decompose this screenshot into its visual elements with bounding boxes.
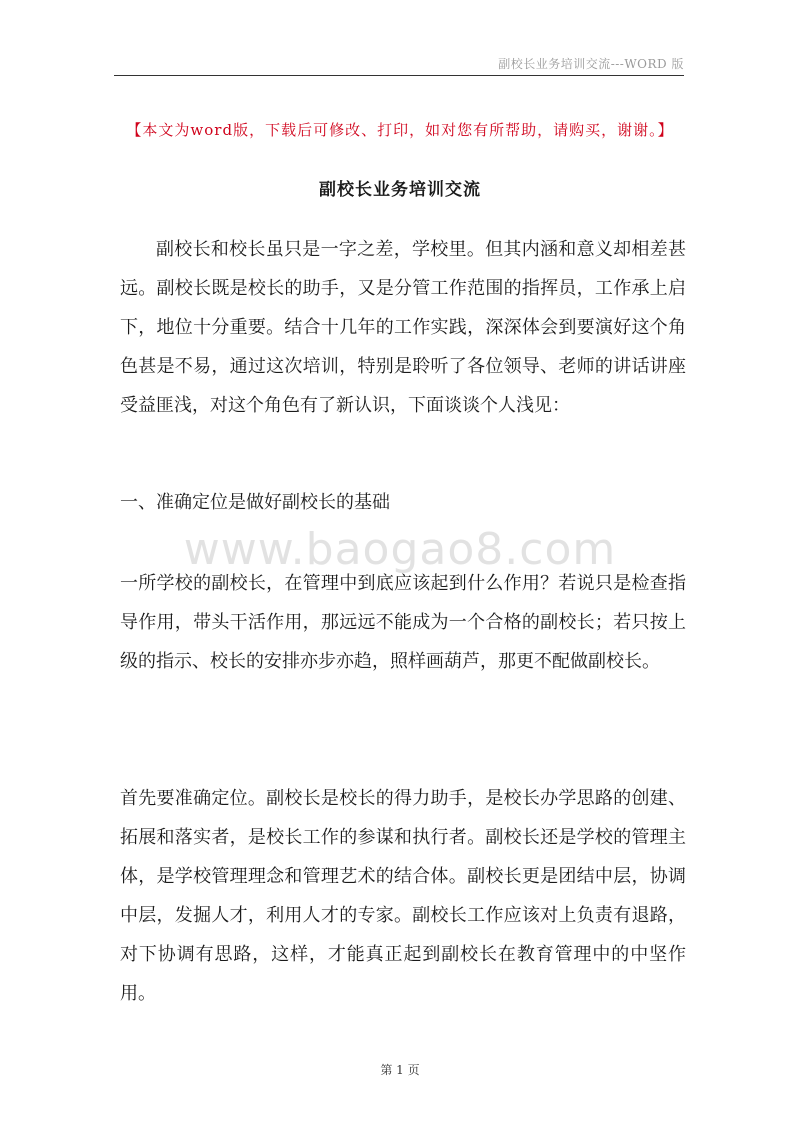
page-number: 第 1 页 <box>380 1063 420 1077</box>
section-heading-1: 一、准确定位是做好副校长的基础 <box>120 492 390 513</box>
paragraph-intro: 副校长和校长虽只是一字之差，学校里。但其内涵和意义却相差甚远。副校长既是校长的助手，又是分管工作范围的指挥员，工作承上启下，地位十分重要。结合十几年的工作实践，深深体会到要演好这个角色甚是不易，通过这次培训，特别是聆听了各位领导、老师的讲话讲座受益匪浅，对这个角色有了新认识，下面谈谈个人浅见： <box>120 239 686 416</box>
header-divider <box>114 75 684 76</box>
watermark: www.baogao8.com <box>183 524 617 575</box>
purchase-notice: 【本文为word版，下载后可修改、打印，如对您有所帮助，请购买，谢谢。】 <box>126 121 674 139</box>
paragraph-positioning: 首先要准确定位。副校长是校长的得力助手，是校长办学思路的创建、拓展和落实者，是校长工作的参谋和执行者。副校长还是学校的管理主体，是学校管理理念和管理艺术的结合体。副校长更是团结中层，协调中层，发掘人才，利用人才的专家。副校长工作应该对上负责有退路，对下协调有思路，这样，才能真正起到副校长在教育管理中的中坚作用。 <box>120 788 686 1004</box>
running-header-title: 副校长业务培训交流---WORD 版 <box>498 57 684 71</box>
paragraph-role: 一所学校的副校长，在管理中到底应该起到什么作用？若说只是检查指导作用，带头干活作用，那远远不能成为一个合格的副校长；若只按上级的指示、校长的安排亦步亦趋，照样画葫芦，那更不配做副校长。 <box>120 573 686 672</box>
document-title: 副校长业务培训交流 <box>319 180 481 200</box>
